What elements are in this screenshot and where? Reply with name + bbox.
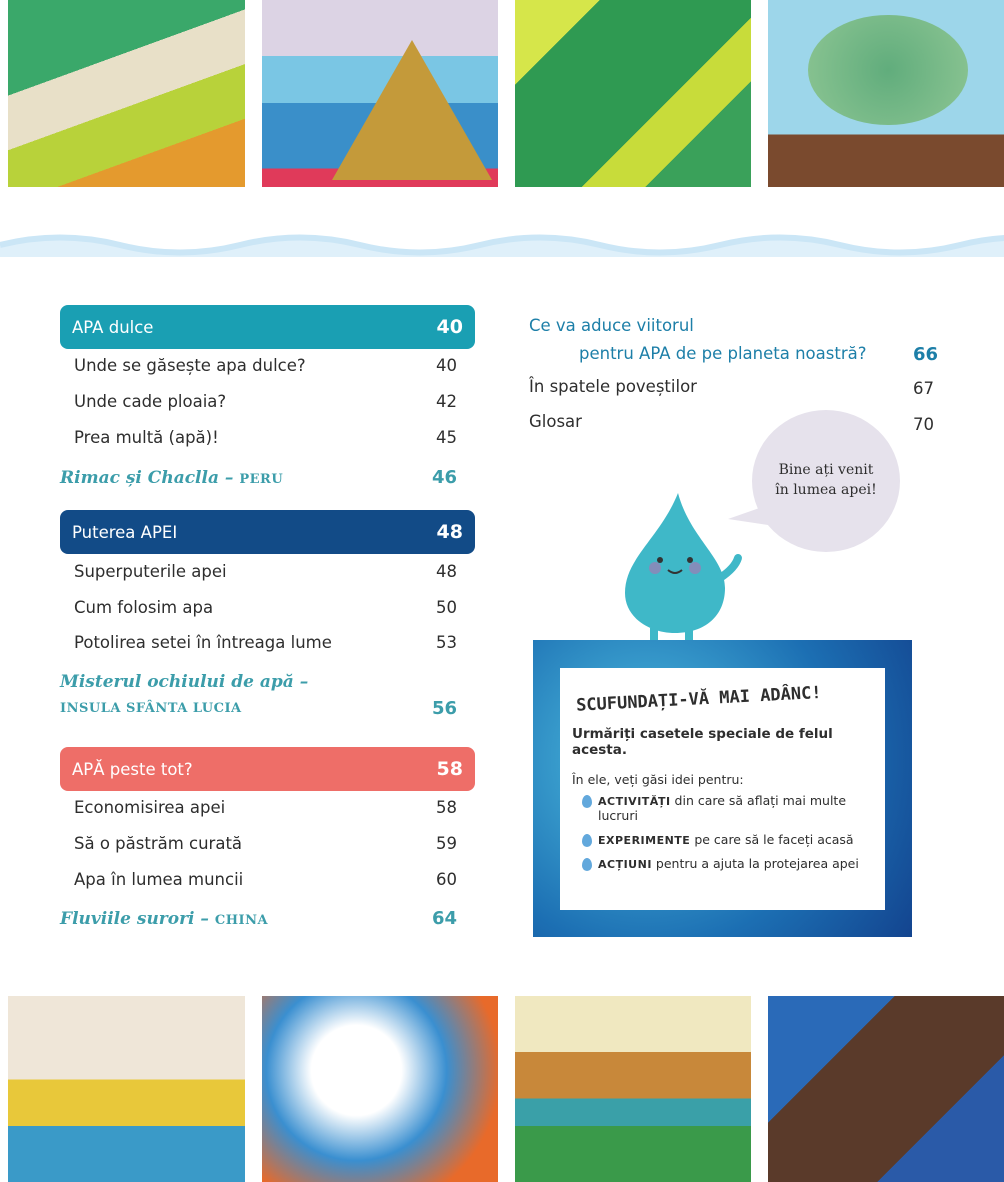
droplet-icon [582,795,592,808]
toc-story-peru[interactable]: Rimac și Chaclla – PERU 46 [60,467,457,488]
box-list-item: ACȚIUNI pentru a ajuta la protejarea apei [572,856,873,871]
story-title: Rimac și Chaclla – [60,467,234,488]
toc-section-puterea-apei[interactable]: Puterea APEI 48 [60,510,475,554]
illustration-water-cycle [262,0,498,187]
toc-item[interactable]: Potolirea setei în întreaga lume 53 [74,633,457,652]
toc-behind-page: 67 [913,379,934,398]
illustration-hiker [8,0,245,187]
illustration-wave [262,996,498,1182]
story-title: Misterul ochiului de apă – [60,672,309,692]
toc-item[interactable]: Unde cade ploaia? 42 [74,392,457,411]
illustration-raft [8,996,245,1182]
toc-glossary[interactable]: Glosar [529,412,582,431]
toc-item[interactable]: Să o păstrăm curată 59 [74,834,457,853]
wave-divider [0,225,1004,280]
illustration-leaves [515,0,751,187]
dive-deeper-box [533,640,912,937]
story-place: PERU [239,471,284,487]
toc-future-page: 66 [913,344,939,365]
toc-item[interactable]: Cum folosim apa 50 [74,598,457,617]
toc-story-china[interactable]: Fluviile surori – CHINA 64 [60,908,457,929]
toc-item[interactable]: Prea multă (apă)! 45 [74,428,457,447]
toc-item[interactable]: Apa în lumea muncii 60 [74,870,457,889]
toc-item[interactable]: Unde se găsește apa dulce? 40 [74,356,457,375]
toc-item[interactable]: Superputerile apei 48 [74,562,457,581]
box-title: SCUFUNDAȚI-VĂ MAI ADÂNC! [575,682,823,716]
toc-glossary-page: 70 [913,415,934,434]
box-intro: În ele, veți găsi idei pentru: [572,772,744,787]
speech-bubble [752,410,900,552]
box-subtitle: Urmăriți casetele speciale de felul acesta. [572,726,833,758]
droplet-icon [582,858,592,871]
droplet-icon [582,834,592,847]
story-place: INSULA SFÂNTA LUCIA [60,701,242,716]
illustration-swimmer [768,996,1004,1182]
toc-future-line1[interactable]: Ce va aduce viitorul [529,316,694,335]
box-list-item: EXPERIMENTE pe care să le faceți acasă [572,832,873,847]
toc-story-sfanta-lucia[interactable]: Misterul ochiului de apă – INSULA SFÂNTA LUCIA 56 [60,672,457,719]
story-place: CHINA [214,912,269,928]
toc-future-line2[interactable]: pentru APA de pe planeta noastră? [579,344,867,363]
toc-section-apa-peste-tot[interactable]: APĂ peste tot? 58 [60,747,475,791]
illustration-ducks [515,996,751,1182]
toc-behind-stories[interactable]: În spatele poveștilor [529,377,697,396]
toc-section-apa-dulce[interactable]: APA dulce 40 [60,305,475,349]
water-droplet-character [610,488,750,643]
story-title: Fluviile surori – [60,908,209,929]
bubble-line1: Bine ați venit [778,462,874,478]
box-list-item: ACTIVITĂȚI din care să aflați mai multe lucruri [572,793,873,823]
illustration-tree [768,0,1004,187]
bubble-line2: în lumea apei! [775,482,877,498]
toc-item[interactable]: Economisirea apei 58 [74,798,457,817]
